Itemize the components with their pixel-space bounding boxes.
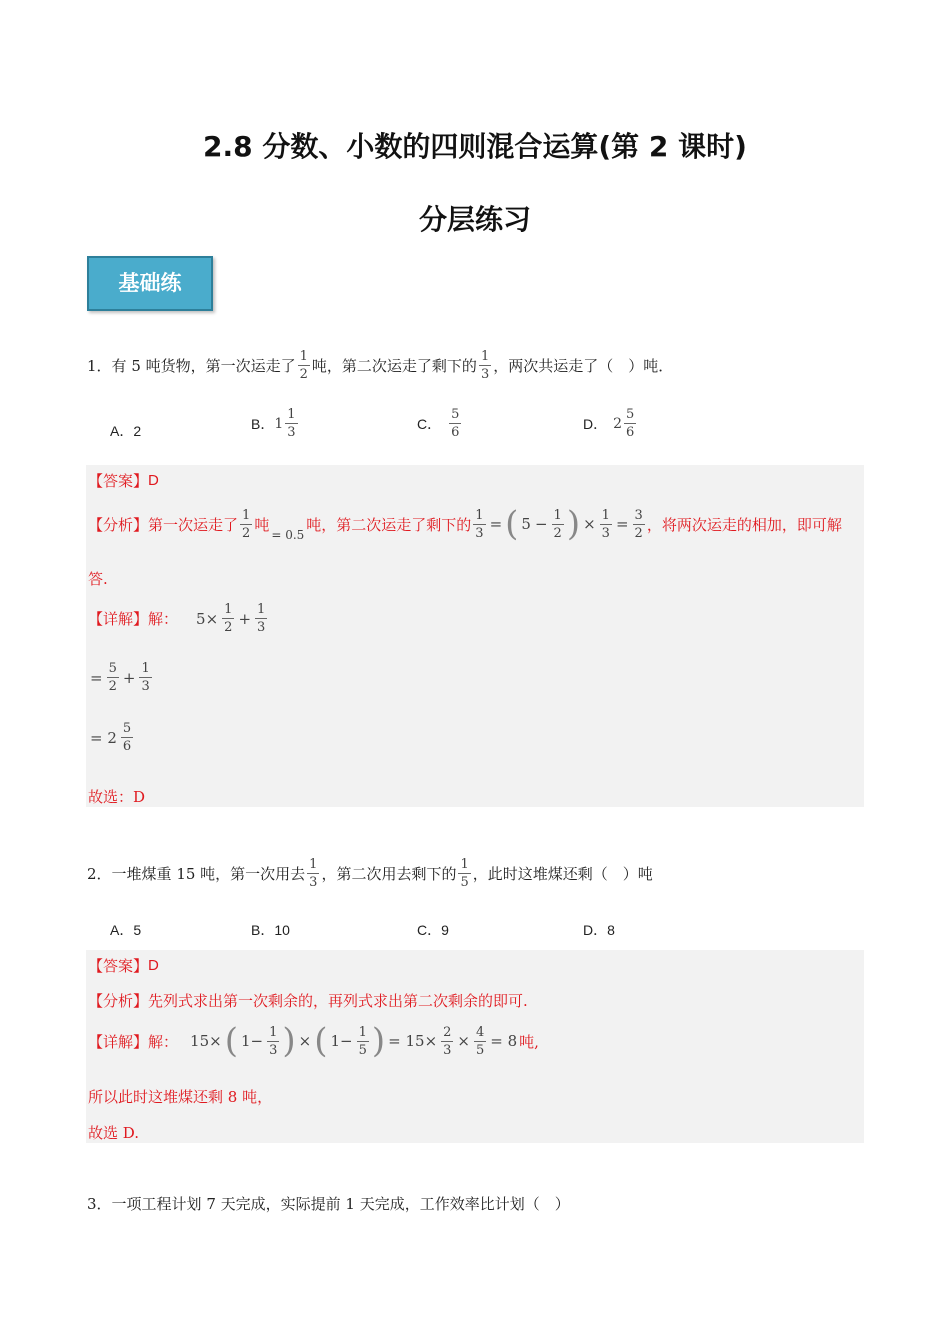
q1-analysis: 【分析】 第一次运走了 $\frac{1}{2}$ 吨 = 0.5 吨，第二次运走了剩下的 $\frac{1}{3}$ = ( 5 − $\frac{1}{2}$ ) × $\frac{1}{3}$ = $\frac{3}{2}$ ，将两次运走的相加，即可解: [88, 504, 842, 544]
q1-answer: 【答案】 D: [88, 472, 159, 490]
q1-conclusion: 故选：D: [88, 788, 146, 806]
q2-conclusion: 故选 D.: [88, 1124, 140, 1142]
q1-fraction-1: $\frac{1}{2}$: [299, 349, 308, 382]
q2-number: 2．: [87, 865, 112, 883]
question-1: [87, 350, 673, 381]
q1-text-a: 有 5 吨货物，第一次运走了: [111, 357, 296, 375]
q2-text-a: 一堆煤重 15 吨，第一次用去: [111, 865, 306, 883]
q1-option-a: A． 2: [110, 423, 142, 439]
q2-option-b: B． 10: [251, 922, 290, 938]
q2-text-c: ，此时这堆煤还剩（ ）吨: [472, 865, 653, 883]
q1-step-3: = 2 $\frac{5}{6}$: [90, 721, 132, 754]
q1-text-c: ，两次共运走了（ ）吨．: [493, 357, 674, 375]
q1-option-c: C． $\frac{5}{6}$: [417, 407, 460, 440]
q1-number: 1．: [87, 357, 112, 375]
page-subtitle: 分层练习: [418, 203, 531, 236]
q2-option-d: D． 8: [583, 922, 615, 938]
q2-answer: 【答案】 D: [88, 957, 159, 975]
q3-number: 3．: [87, 1195, 112, 1213]
q3-text: 一项工程计划 7 天完成，实际提前 1 天完成，工作效率比计划（ ）: [111, 1195, 570, 1213]
q1-step-2: = $\frac{5}{2}$ + $\frac{1}{3}$: [90, 661, 150, 694]
q1-text-b: 吨，第二次运走了剩下的: [311, 357, 477, 375]
q2-fraction-1: $\frac{1}{3}$: [309, 857, 318, 890]
q2-text-b: ，第二次用去剩下的: [321, 865, 457, 883]
q2-fraction-2: $\frac{1}{5}$: [460, 857, 469, 890]
q2-analysis: 【分析】 先列式求出第一次剩余的，再列式求出第二次剩余的即可.: [88, 992, 528, 1010]
q1-detail: 【详解】 解： 5× $\frac{1}{2}$ + $\frac{1}{3}$: [88, 602, 266, 635]
question-2: [87, 858, 653, 889]
q1-option-d: D． 2 $\frac{5}{6}$: [583, 407, 635, 440]
question-3: [87, 1193, 570, 1214]
page-title: 2.8 分数、小数的四则混合运算(第 2 课时): [203, 130, 747, 163]
q2-detail: 【详解】 解： 15× ( 1− $\frac{1}{3}$ ) × ( 1− $\frac{1}{5}$ ) = 15× $\frac{2}{3}$ × $\frac{4}{5}$ = 8 吨,: [88, 1021, 539, 1061]
q1-option-b: B． 1 $\frac{1}{3}$: [251, 407, 296, 440]
q2-option-c: C． 9: [417, 922, 449, 938]
q2-option-a: A． 5: [110, 922, 142, 938]
section-badge: 基础练: [87, 256, 213, 311]
q2-explanation: 所以此时这堆煤还剩 8 吨，: [88, 1088, 273, 1106]
q1-fraction-2: $\frac{1}{3}$: [480, 349, 490, 382]
q1-analysis-cont: 答.: [88, 570, 108, 588]
